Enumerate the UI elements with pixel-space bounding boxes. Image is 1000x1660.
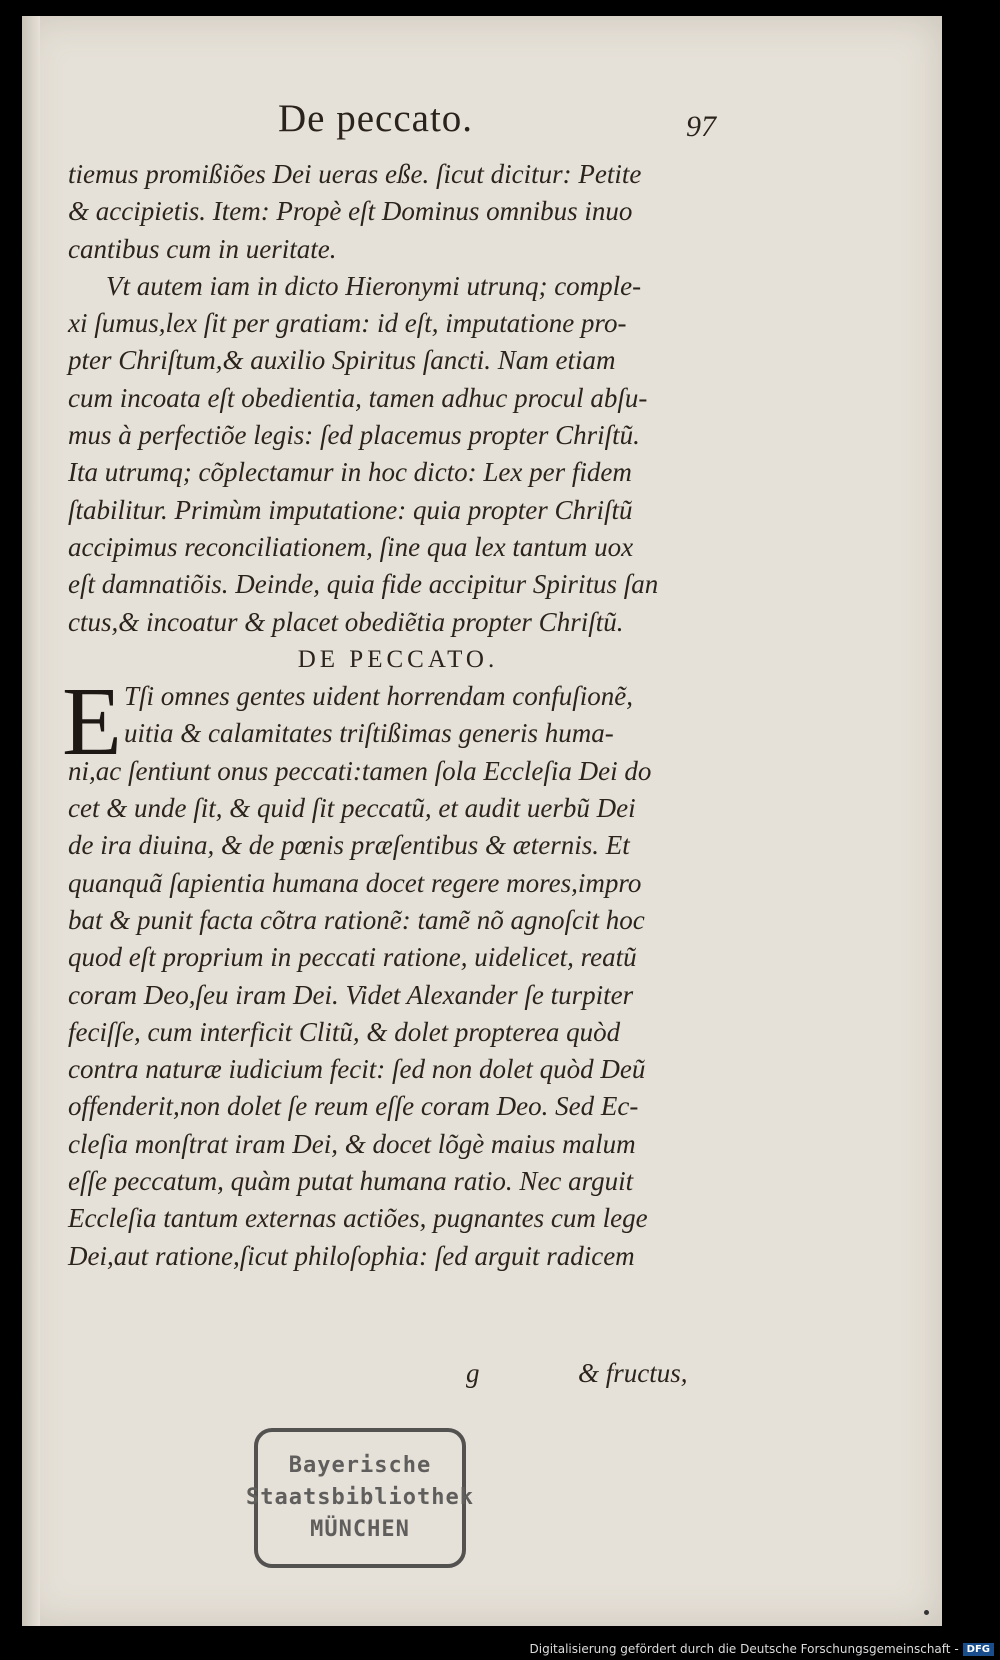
text-line: pter Chriſtum,& auxilio Spiritus ſancti. Nam etiam (68, 345, 616, 376)
text-line: uitia & calamitates triſtißimas generis huma- (124, 718, 614, 749)
text-line: ſtabilitur. Primùm imputatione: quia propter Chriſtũ (68, 494, 633, 525)
text-line: tiemus promißiões Dei ueras eße. ſicut dicitur: Petite (68, 159, 642, 189)
text-line: accipimus reconciliationem, ſine qua lex tantum uox (68, 531, 634, 562)
library-stamp (246, 1428, 474, 1568)
text-line: ni,ac ſentiunt onus peccati:tamen ſola Eccleſia Dei do (68, 755, 652, 786)
body-text (62, 156, 728, 1275)
text-line: de ira diuina, & de pœnis præſentibus & æternis. Et (68, 830, 630, 861)
section-heading: DE PECCATO. (297, 645, 499, 673)
dfg-logo-icon: DFG (963, 1643, 994, 1656)
stamp-line: Staatsbibliothek (246, 1485, 474, 1510)
book-page (22, 16, 942, 1626)
stamp-line: Bayerische (288, 1453, 432, 1478)
text-line: Ita utrumq; cõplectamur in hoc dicto: Lex per fidem (68, 457, 632, 488)
text-line: Tſi omnes gentes uident horrendam confuſionẽ, (124, 681, 633, 712)
footer-credit: Digitalisierung gefördert durch die Deutsche Forschungsgemeinschaft - (529, 1642, 959, 1656)
text-line: feciſſe, cum interficit Clitũ, & dolet propterea quòd (68, 1016, 621, 1047)
text-line: cum incoata eſt obedientia, tamen adhuc procul abſu- (68, 382, 648, 413)
stamp-line: MÜNCHEN (310, 1517, 410, 1542)
text-line: cet & unde ſit, & quid ſit peccatũ, et audit uerbũ Dei (68, 793, 636, 824)
text-line: contra naturæ iudicium fecit: ſed non dolet quòd Deũ (68, 1054, 646, 1085)
text-line: quanquã ſapientia humana docet regere mores,impro (68, 867, 642, 898)
text-line: offenderit,non dolet ſe reum eſſe coram Deo. Sed Ec- (68, 1091, 639, 1122)
text-line: cantibus cum in ueritate. (68, 233, 337, 264)
signature-mark: g (466, 1358, 480, 1388)
text-line: & accipietis. Item: Propè eſt Dominus omnibus inuo (68, 196, 633, 227)
text-line: ctus,& incoatur & placet obediẽtia propter Chriſtũ. (68, 606, 624, 637)
page-gutter-edge (22, 16, 40, 1626)
text-line: cleſia monſtrat iram Dei, & docet lõgè maius malum (68, 1128, 636, 1159)
digitization-footer (530, 1642, 995, 1656)
text-line: coram Deo,ſeu iram Dei. Videt Alexander ſe turpiter (68, 979, 634, 1010)
text-line: Eccleſia tantum externas actiões, pugnantes cum lege (68, 1203, 648, 1234)
text-line: xi ſumus,lex ſit per gratiam: id eſt, imputatione pro- (68, 308, 627, 339)
text-line: bat & punit facta cõtra rationẽ: tamẽ nõ agnoſcit hoc (68, 904, 645, 935)
ink-speck (924, 1610, 929, 1615)
catchword: & fructus, (578, 1358, 688, 1388)
page-number: 97 (686, 110, 716, 143)
text-line: mus à perfectiõe legis: ſed placemus propter Chriſtũ. (68, 420, 640, 451)
text-line: Dei,aut ratione,ſicut philoſophia: ſed arguit radicem (68, 1240, 635, 1271)
text-line: quod eſt proprium in peccati ratione, uidelicet, reatũ (68, 942, 637, 973)
text-line: eſſe peccatum, quàm putat humana ratio. Nec arguit (68, 1166, 634, 1197)
text-line: eſt damnatiõis. Deinde, quia fide accipitur Spiritus ſan (68, 569, 659, 600)
text-line: Vt autem iam in dicto Hieronymi utrunq; comple- (106, 270, 642, 301)
drop-cap: E (62, 668, 122, 777)
running-head-title: De peccato. (278, 97, 474, 140)
